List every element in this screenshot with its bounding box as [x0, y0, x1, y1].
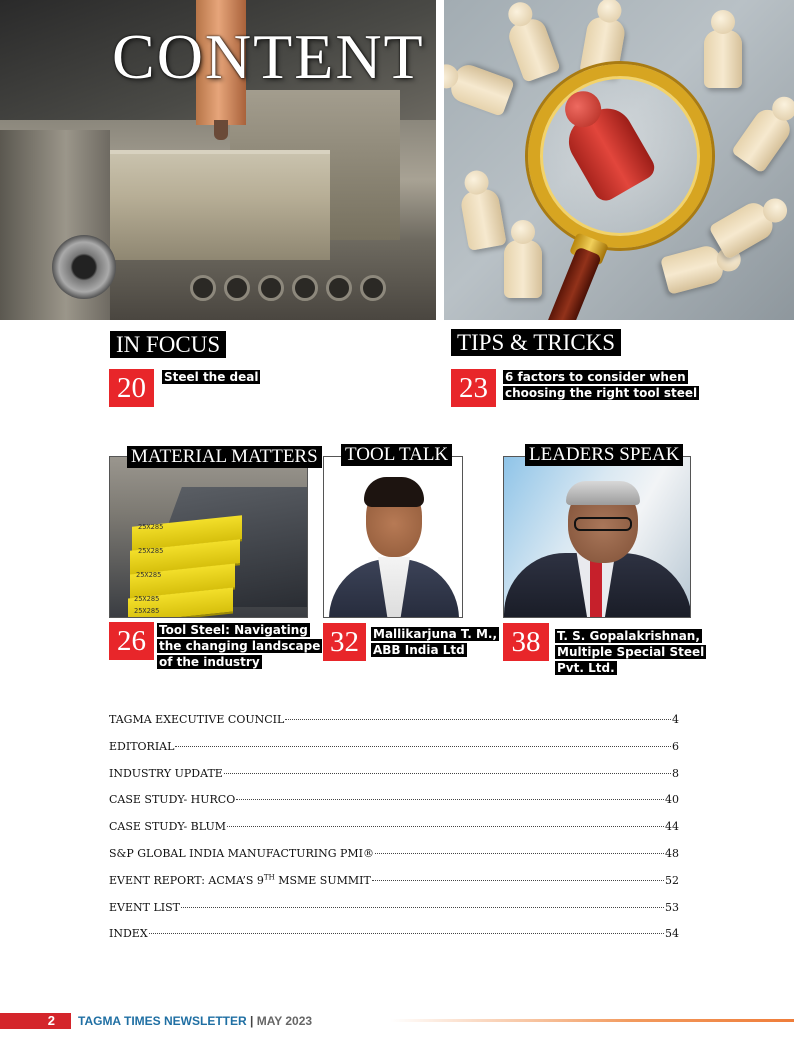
portrait-tie [590, 557, 602, 617]
toc-leader-dots [372, 880, 664, 881]
bar-marking: 25X285 [134, 607, 160, 615]
story-leaders[interactable] [555, 628, 706, 676]
story-line: choosing the right tool steel [505, 386, 698, 400]
footer-date: MAY 2023 [256, 1014, 313, 1028]
story-line: T. S. Gopalakrishnan, [557, 629, 700, 643]
page-number-tool-talk[interactable]: 32 [323, 623, 366, 661]
section-label-tool-talk: TOOL TALK [341, 444, 452, 466]
bar-marking: 25X285 [138, 523, 164, 531]
toc-leader-dots [149, 933, 664, 934]
section-label-material-matters: MATERIAL MATTERS [127, 446, 322, 468]
toc-title: INDUSTRY UPDATE [109, 766, 223, 780]
story-line: ABB India Ltd [373, 643, 465, 657]
footer-rule [390, 1019, 794, 1022]
toc-page: 6 [672, 739, 679, 753]
portrait-hair [566, 481, 640, 505]
toc-leader-dots [175, 746, 671, 747]
toc-title: EVENT REPORT: ACMA’S 9TH MSME SUMMIT [109, 873, 371, 887]
toc-page: 40 [665, 793, 679, 807]
toc-leader-dots [181, 907, 664, 908]
toc-title: INDEX [109, 927, 148, 941]
page-number-leaders[interactable]: 38 [503, 623, 549, 661]
table-of-contents [109, 713, 679, 954]
photo-gopalakrishnan [503, 456, 691, 618]
section-label-leaders-speak: LEADERS SPEAK [525, 444, 683, 466]
toc-title: CASE STUDY- HURCO [109, 793, 236, 807]
footer-page-number: 2 [0, 1013, 71, 1029]
toc-page: 8 [672, 766, 679, 780]
photo-steel-bars [109, 456, 308, 618]
bar-marking: 25X285 [138, 547, 164, 555]
story-material[interactable] [157, 622, 322, 670]
vise-knob [52, 235, 116, 299]
vise-holes [190, 275, 386, 301]
story-in-focus[interactable] [162, 369, 260, 385]
photo-mallikarjuna [323, 456, 463, 618]
story-line: Steel the deal [164, 370, 259, 384]
toc-leader-dots [227, 826, 664, 827]
portrait-hair [364, 477, 424, 507]
toc-leader-dots [375, 853, 664, 854]
toc-title: CASE STUDY- BLUM [109, 820, 226, 834]
toc-page: 44 [665, 820, 679, 834]
bar-marking: 25X285 [136, 571, 162, 579]
toc-page: 54 [665, 927, 679, 941]
toc-leader-dots [236, 799, 664, 800]
footer-separator: | [250, 1014, 254, 1028]
page-number-material[interactable]: 26 [109, 622, 154, 660]
magnifier-handle [544, 246, 602, 320]
toc-page: 52 [665, 873, 679, 887]
hero-photo-magnifier [444, 0, 794, 320]
toc-row[interactable] [109, 767, 679, 794]
toc-page: 53 [665, 900, 679, 914]
story-tips[interactable] [503, 369, 699, 401]
toc-title: EVENT LIST [109, 900, 180, 914]
footer-brand: TAGMA TIMES NEWSLETTER [78, 1014, 247, 1028]
page-number-in-focus[interactable]: 20 [109, 369, 154, 407]
story-tool-talk[interactable] [371, 626, 499, 658]
section-label-tips-tricks: TIPS & TRICKS [451, 329, 621, 356]
story-line: Multiple Special Steel [557, 645, 705, 659]
toc-row[interactable] [109, 713, 679, 740]
portrait-glasses [574, 517, 632, 531]
toc-page: 48 [665, 846, 679, 860]
section-label-in-focus: IN FOCUS [110, 331, 226, 358]
toc-row[interactable] [109, 740, 679, 767]
toc-row[interactable] [109, 874, 679, 901]
toc-title: EDITORIAL [109, 739, 175, 753]
toc-leader-dots [224, 773, 671, 774]
page-title: CONTENT [112, 21, 425, 92]
vise-jaw-front [90, 150, 330, 260]
footer-publication [78, 1013, 312, 1029]
probe-tip [214, 120, 228, 140]
toc-leader-dots [285, 719, 671, 720]
toc-page: 4 [672, 713, 679, 726]
toc-title: TAGMA EXECUTIVE COUNCIL [109, 713, 285, 726]
toc-row[interactable] [109, 927, 679, 954]
story-line: 6 factors to consider when [505, 370, 686, 384]
toc-row[interactable] [109, 847, 679, 874]
toc-row[interactable] [109, 793, 679, 820]
story-line: the changing landscape [159, 639, 321, 653]
story-line: Tool Steel: Navigating [159, 623, 308, 637]
toc-title: S&P GLOBAL INDIA MANUFACTURING PMI® [109, 846, 375, 860]
toc-row[interactable] [109, 901, 679, 928]
page-number-tips[interactable]: 23 [451, 369, 496, 407]
story-line: of the industry [159, 655, 260, 669]
story-line: Mallikarjuna T. M., [373, 627, 498, 641]
story-line: Pvt. Ltd. [557, 661, 615, 675]
bar-marking: 25X285 [134, 595, 160, 603]
toc-row[interactable] [109, 820, 679, 847]
